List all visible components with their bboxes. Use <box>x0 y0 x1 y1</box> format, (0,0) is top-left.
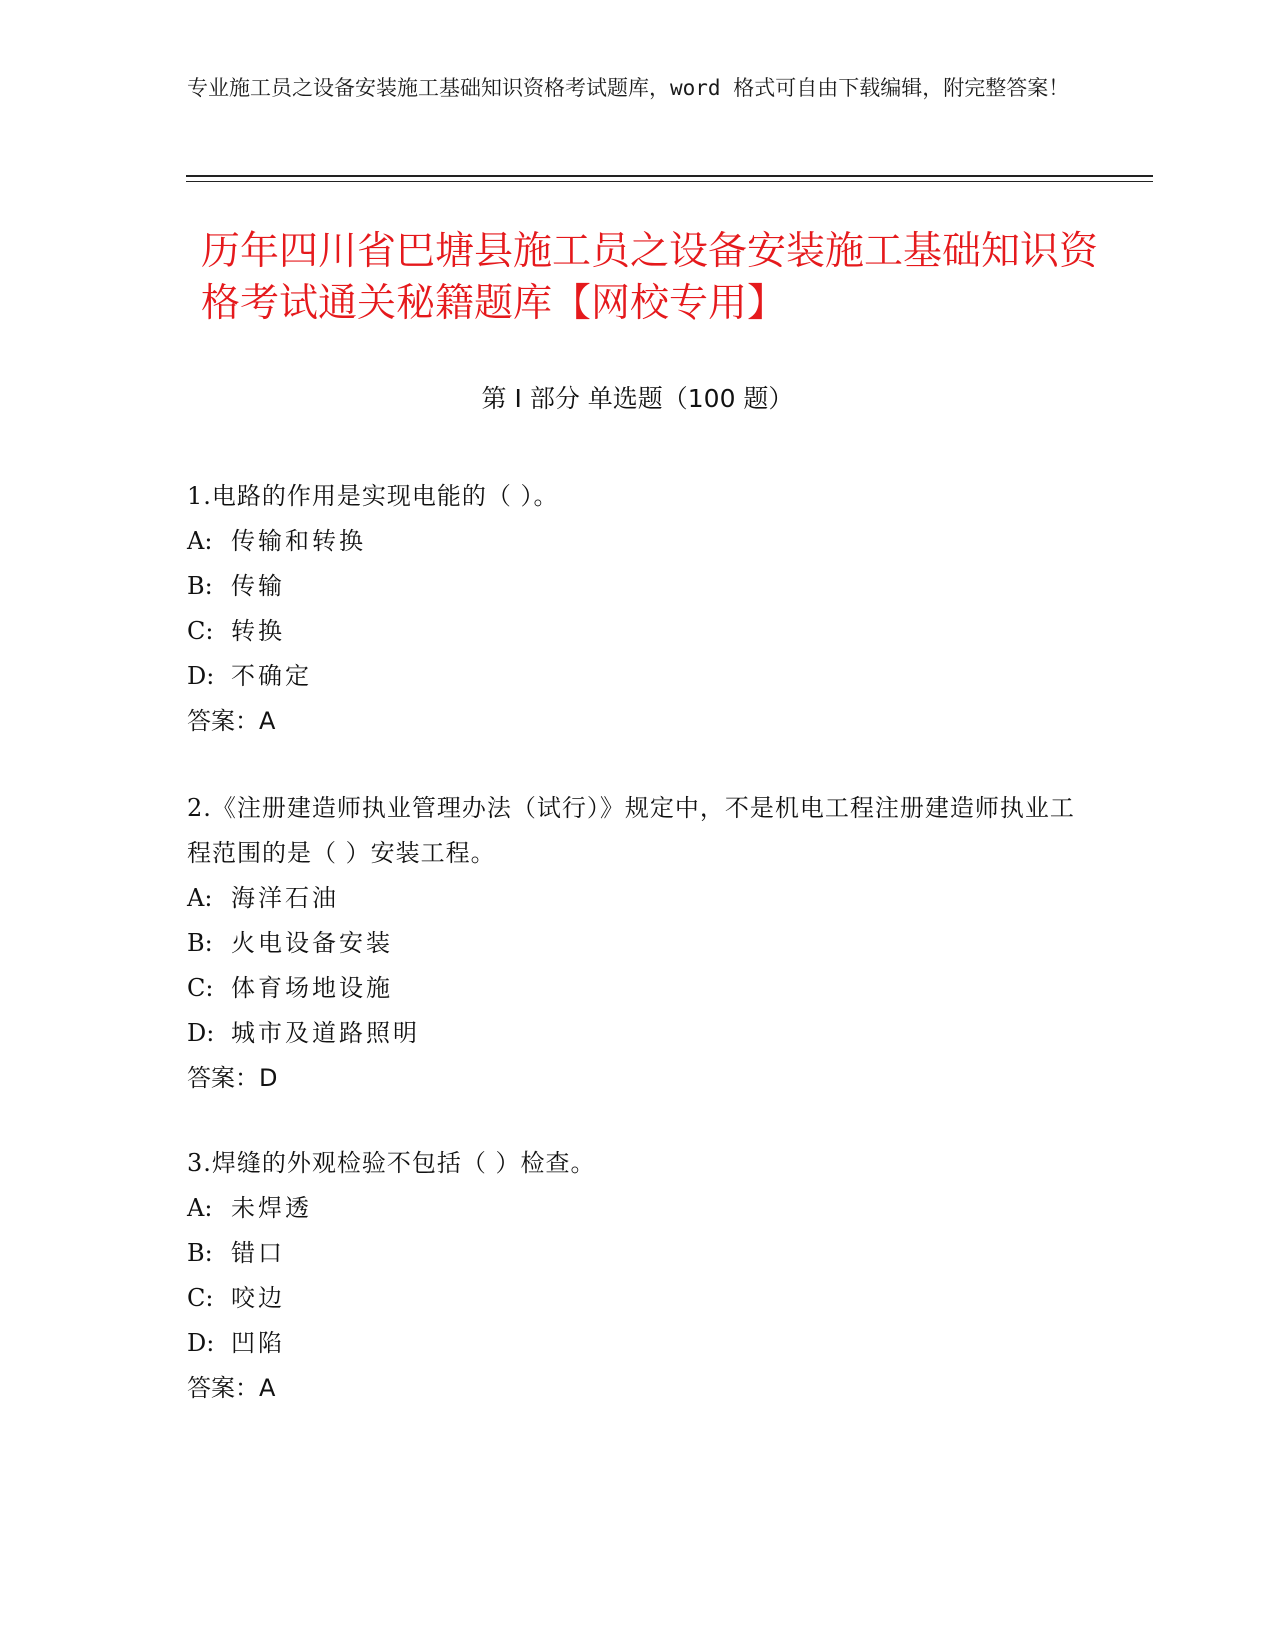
section-heading: 第 I 部分 单选题（100 题） <box>481 384 794 413</box>
option-text: 咬边 <box>231 1284 285 1312</box>
option-a <box>187 1186 1087 1231</box>
option-letter: A: <box>187 1194 213 1222</box>
option-text: 传输 <box>231 572 285 600</box>
option-text: 传输和转换 <box>231 527 366 555</box>
header-note: 专业施工员之设备安装施工基础知识资格考试题库，word 格式可自由下载编辑，附完整答案！ <box>187 76 1070 100</box>
option-d <box>187 1321 1087 1366</box>
option-letter: B: <box>187 929 213 957</box>
option-b <box>187 564 1087 609</box>
option-letter: A: <box>187 527 213 555</box>
question-stem: 1.电路的作用是实现电能的（ ）。 <box>187 482 559 510</box>
answer-line: 答案：A <box>187 1374 276 1402</box>
option-text: 未焊透 <box>231 1194 312 1222</box>
option-letter: B: <box>187 572 213 600</box>
option-letter: B: <box>187 1239 213 1267</box>
option-text: 错口 <box>231 1239 285 1267</box>
question-block <box>187 1141 1087 1411</box>
question-stem: 2.《注册建造师执业管理办法（试行）》规定中，不是机电工程注册建造师执业工程范围的是（ ）安装工程。 <box>187 794 1075 867</box>
header-divider-thin <box>186 181 1153 182</box>
option-letter: C: <box>187 1284 214 1312</box>
option-letter: A: <box>187 884 213 912</box>
header-divider-thick <box>186 175 1153 177</box>
option-text: 海洋石油 <box>231 884 339 912</box>
question-block <box>187 474 1087 744</box>
answer-line: 答案：A <box>187 707 276 735</box>
option-letter: C: <box>187 617 214 645</box>
option-b <box>187 1231 1087 1276</box>
option-text: 城市及道路照明 <box>231 1019 420 1047</box>
option-text: 不确定 <box>231 662 312 690</box>
option-c <box>187 966 1087 1011</box>
option-text: 火电设备安装 <box>231 929 393 957</box>
option-a <box>187 876 1087 921</box>
option-b <box>187 921 1087 966</box>
answer-line: 答案：D <box>187 1064 278 1092</box>
option-text: 体育场地设施 <box>231 974 393 1002</box>
option-letter: C: <box>187 974 214 1002</box>
option-letter: D: <box>187 1019 215 1047</box>
option-d <box>187 1011 1087 1056</box>
option-c <box>187 1276 1087 1321</box>
question-block <box>187 786 1087 1101</box>
option-letter: D: <box>187 1329 215 1357</box>
question-stem: 3.焊缝的外观检验不包括（ ）检查。 <box>187 1149 596 1177</box>
document-title: 历年四川省巴塘县施工员之设备安装施工基础知识资格考试通关秘籍题库【网校专用】 <box>201 229 1099 326</box>
option-a <box>187 519 1087 564</box>
option-d <box>187 654 1087 699</box>
option-text: 凹陷 <box>231 1329 285 1357</box>
option-letter: D: <box>187 662 215 690</box>
option-text: 转换 <box>231 617 285 645</box>
option-c <box>187 609 1087 654</box>
